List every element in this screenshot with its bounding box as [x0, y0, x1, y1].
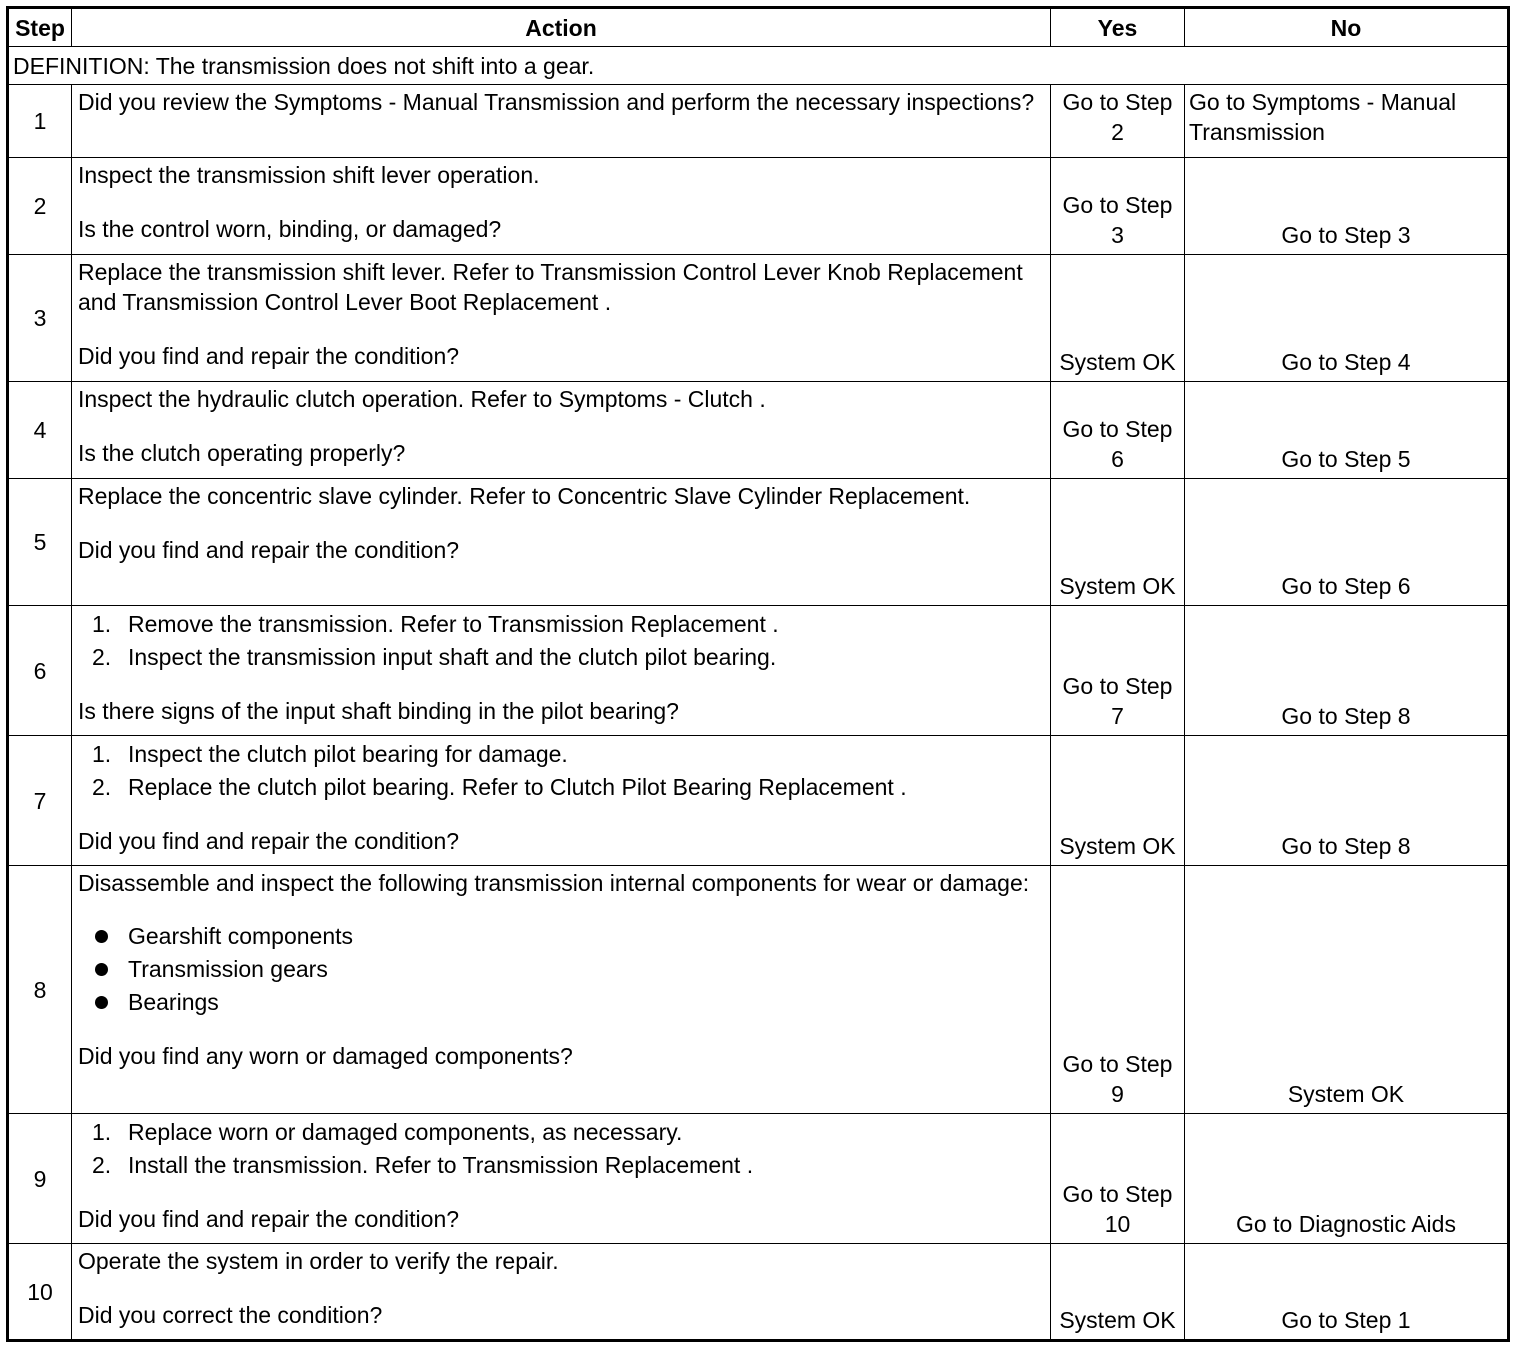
bullet-list — [78, 920, 1044, 1019]
action-text: Operate the system in order to verify the repair. — [78, 1248, 559, 1274]
action-question: Is there signs of the input shaft binding in the pilot bearing? — [78, 698, 679, 724]
step-number: 4 — [8, 382, 72, 479]
action-cell — [72, 1114, 1051, 1244]
yes-column-header: Yes — [1051, 8, 1185, 47]
list-item: Bearings — [128, 986, 1044, 1019]
step-number: 7 — [8, 736, 72, 866]
no-cell: Go to Symptoms - Manual Transmission — [1185, 85, 1509, 158]
yes-cell: System OK — [1051, 255, 1185, 382]
table-row — [8, 158, 1509, 255]
action-text: Replace the transmission shift lever. Refer to Transmission Control Lever Knob Replacement and Transmission Control Lever Boot Replacement . — [78, 259, 1023, 315]
table-row — [8, 255, 1509, 382]
yes-cell: Go to Step 3 — [1051, 158, 1185, 255]
yes-cell: Go to Step 7 — [1051, 606, 1185, 736]
action-cell — [72, 736, 1051, 866]
table-row — [8, 606, 1509, 736]
action-question: Did you find and repair the condition? — [78, 828, 460, 854]
table-row — [8, 866, 1509, 1114]
list-item: Gearshift components — [128, 920, 1044, 953]
action-question: Did you find any worn or damaged components? — [78, 1043, 573, 1069]
action-column-header: Action — [72, 8, 1051, 47]
list-item: Inspect the clutch pilot bearing for damage. — [128, 741, 568, 767]
list-item: Install the transmission. Refer to Transmission Replacement . — [128, 1152, 754, 1178]
no-cell: Go to Diagnostic Aids — [1185, 1114, 1509, 1244]
diagnostic-table — [6, 6, 1510, 1342]
yes-cell: Go to Step 10 — [1051, 1114, 1185, 1244]
no-cell: Go to Step 8 — [1185, 736, 1509, 866]
no-cell: System OK — [1185, 866, 1509, 1114]
numbered-list — [78, 738, 1044, 804]
step-column-header: Step — [8, 8, 72, 47]
header-row — [8, 8, 1509, 47]
no-cell: Go to Step 6 — [1185, 479, 1509, 606]
step-number: 10 — [8, 1244, 72, 1341]
yes-cell: System OK — [1051, 479, 1185, 606]
step-number: 9 — [8, 1114, 72, 1244]
list-item: Replace the clutch pilot bearing. Refer to Clutch Pilot Bearing Replacement . — [128, 774, 907, 800]
action-cell — [72, 85, 1051, 158]
table-row — [8, 382, 1509, 479]
action-cell — [72, 158, 1051, 255]
action-cell — [72, 1244, 1051, 1341]
yes-cell: System OK — [1051, 736, 1185, 866]
list-item: Transmission gears — [128, 953, 1044, 986]
action-cell — [72, 255, 1051, 382]
list-item: Replace worn or damaged components, as necessary. — [128, 1119, 683, 1145]
yes-cell: Go to Step 9 — [1051, 866, 1185, 1114]
table-row — [8, 85, 1509, 158]
no-cell: Go to Step 8 — [1185, 606, 1509, 736]
action-text: Replace the concentric slave cylinder. Refer to Concentric Slave Cylinder Replacement. — [78, 483, 971, 509]
no-cell: Go to Step 1 — [1185, 1244, 1509, 1341]
definition-row — [8, 47, 1509, 85]
no-cell: Go to Step 3 — [1185, 158, 1509, 255]
table-row — [8, 479, 1509, 606]
action-cell — [72, 866, 1051, 1114]
step-number: 8 — [8, 866, 72, 1114]
no-cell: Go to Step 4 — [1185, 255, 1509, 382]
action-question: Did you find and repair the condition? — [78, 1206, 460, 1232]
action-text: Inspect the transmission shift lever operation. — [78, 162, 540, 188]
step-number: 3 — [8, 255, 72, 382]
step-number: 1 — [8, 85, 72, 158]
action-question: Is the control worn, binding, or damaged? — [78, 216, 502, 242]
action-question: Is the clutch operating properly? — [78, 440, 406, 466]
action-question: Did you find and repair the condition? — [78, 343, 460, 369]
diagnostic-document — [6, 6, 1507, 1342]
no-column-header: No — [1185, 8, 1509, 47]
step-number: 2 — [8, 158, 72, 255]
numbered-list — [78, 608, 1044, 674]
step-number: 5 — [8, 479, 72, 606]
step-number: 6 — [8, 606, 72, 736]
action-text: Inspect the hydraulic clutch operation. Refer to Symptoms - Clutch . — [78, 386, 766, 412]
numbered-list — [78, 1116, 1044, 1182]
action-cell — [72, 606, 1051, 736]
table-row — [8, 1244, 1509, 1341]
table-row — [8, 736, 1509, 866]
table-row — [8, 1114, 1509, 1244]
yes-cell: System OK — [1051, 1244, 1185, 1341]
list-item: Remove the transmission. Refer to Transmission Replacement . — [128, 611, 779, 637]
definition-text: DEFINITION: The transmission does not shift into a gear. — [8, 47, 1509, 85]
yes-cell: Go to Step 6 — [1051, 382, 1185, 479]
action-cell — [72, 479, 1051, 606]
action-text: Did you review the Symptoms - Manual Transmission and perform the necessary inspections? — [78, 89, 1035, 115]
action-text: Disassemble and inspect the following transmission internal components for wear or damage: — [78, 870, 1030, 896]
no-cell: Go to Step 5 — [1185, 382, 1509, 479]
action-question: Did you find and repair the condition? — [78, 537, 460, 563]
action-cell — [72, 382, 1051, 479]
yes-cell: Go to Step 2 — [1051, 85, 1185, 158]
action-question: Did you correct the condition? — [78, 1302, 383, 1328]
list-item: Inspect the transmission input shaft and the clutch pilot bearing. — [128, 644, 777, 670]
